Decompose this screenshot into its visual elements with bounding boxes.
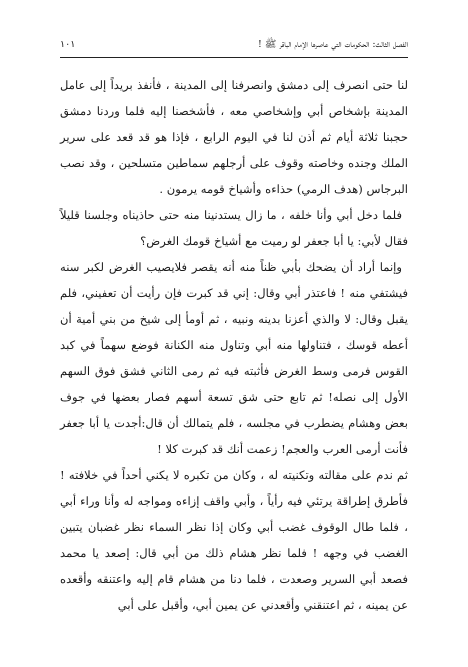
page-header (60, 38, 408, 52)
paragraph: لنا حتى انصرف إلى دمشق وانصرفنا إلى المدينة ، فأنفذ بريداً إلى عامل المدينة بإشخاص أبي وإشخاصي معه ، فأشخصنا إليه فلما وردنا دمشق حجبنا ثلاثة أيام ثم أذن لنا في اليوم الرابع ، فإذا هو قد قعد على سرير الملك وجنده وخاصته وقوف على أرجلهم سماطين متسلحين ، وقد نصب البرجاس (هدف الرمي) حذاءه وأشياخ قومه يرمون . (60, 78, 408, 196)
paragraph: فلما دخل أبي وأنا خلفه ، ما زال يستدنينا منه حتى حاذيناه وجلسنا قليلاً فقال لأبي: يا أبا جعفر لو رميت مع أشياخ قومك الغرض؟ (60, 208, 408, 248)
page-body (60, 72, 408, 647)
header-divider (60, 57, 408, 58)
running-title: الفصل الثالث: الحكومات التي عاصرها الإمام الباقر ﷺ ! (258, 39, 408, 50)
page-number: ١٠١ (60, 39, 76, 50)
paragraph: ثم ندم على مقالته وتكنيته له ، وكان من تكبره لا يكني أحداً في خلافته ! فأطرق إطراقة يرتئي فيه رأياً ، وأبي واقف إزاءه ومواجه له وأنا وراء أبي ، فلما طال الوقوف غضب أبي وكان إذا نظر السماء نظر غضبان يتبين الغضب في وجهه ! فلما نظر هشام ذلك من أبي قال: إصعد يا محمد فصعد أبي السرير وصعدت ، فلما دنا من هشام قام إليه واعتنقه وأقعده عن يمينه ، ثم اعتنقني وأقعدني عن يمين أبي، وأقبل على أبي (60, 468, 408, 612)
paragraph: وإنما أراد أن يضحك بأبي ظناً منه أنه يقصر فلايصيب الغرض لكبر سنه فيشتفي منه ! فاعتذر أبي وقال: إني قد كبرت فإن رأيت أن تعفيني، فلم يقبل وقال: لا والذي أعزنا بدينه ونبيه ، ثم أومأ إلى شيخ من بني أمية أن أعطه قوسك ، فتناولها منه أبي وتناول منه الكنانة فوضع سهماً في كبد القوس فرمى وسط الغرض فأثبته فيه ثم رمى الثاني فشق فوق السهم الأول إلى نصله! ثم تابع حتى شق تسعة أسهم فصار بعضها في جوف بعض وهشام يضطرب في مجلسه ، فلم يتمالك أن قال:أجدت يا أبا جعفر فأنت أرمى العرب والعجم! زعمت أنك قد كبرت كلا ! (60, 260, 408, 456)
